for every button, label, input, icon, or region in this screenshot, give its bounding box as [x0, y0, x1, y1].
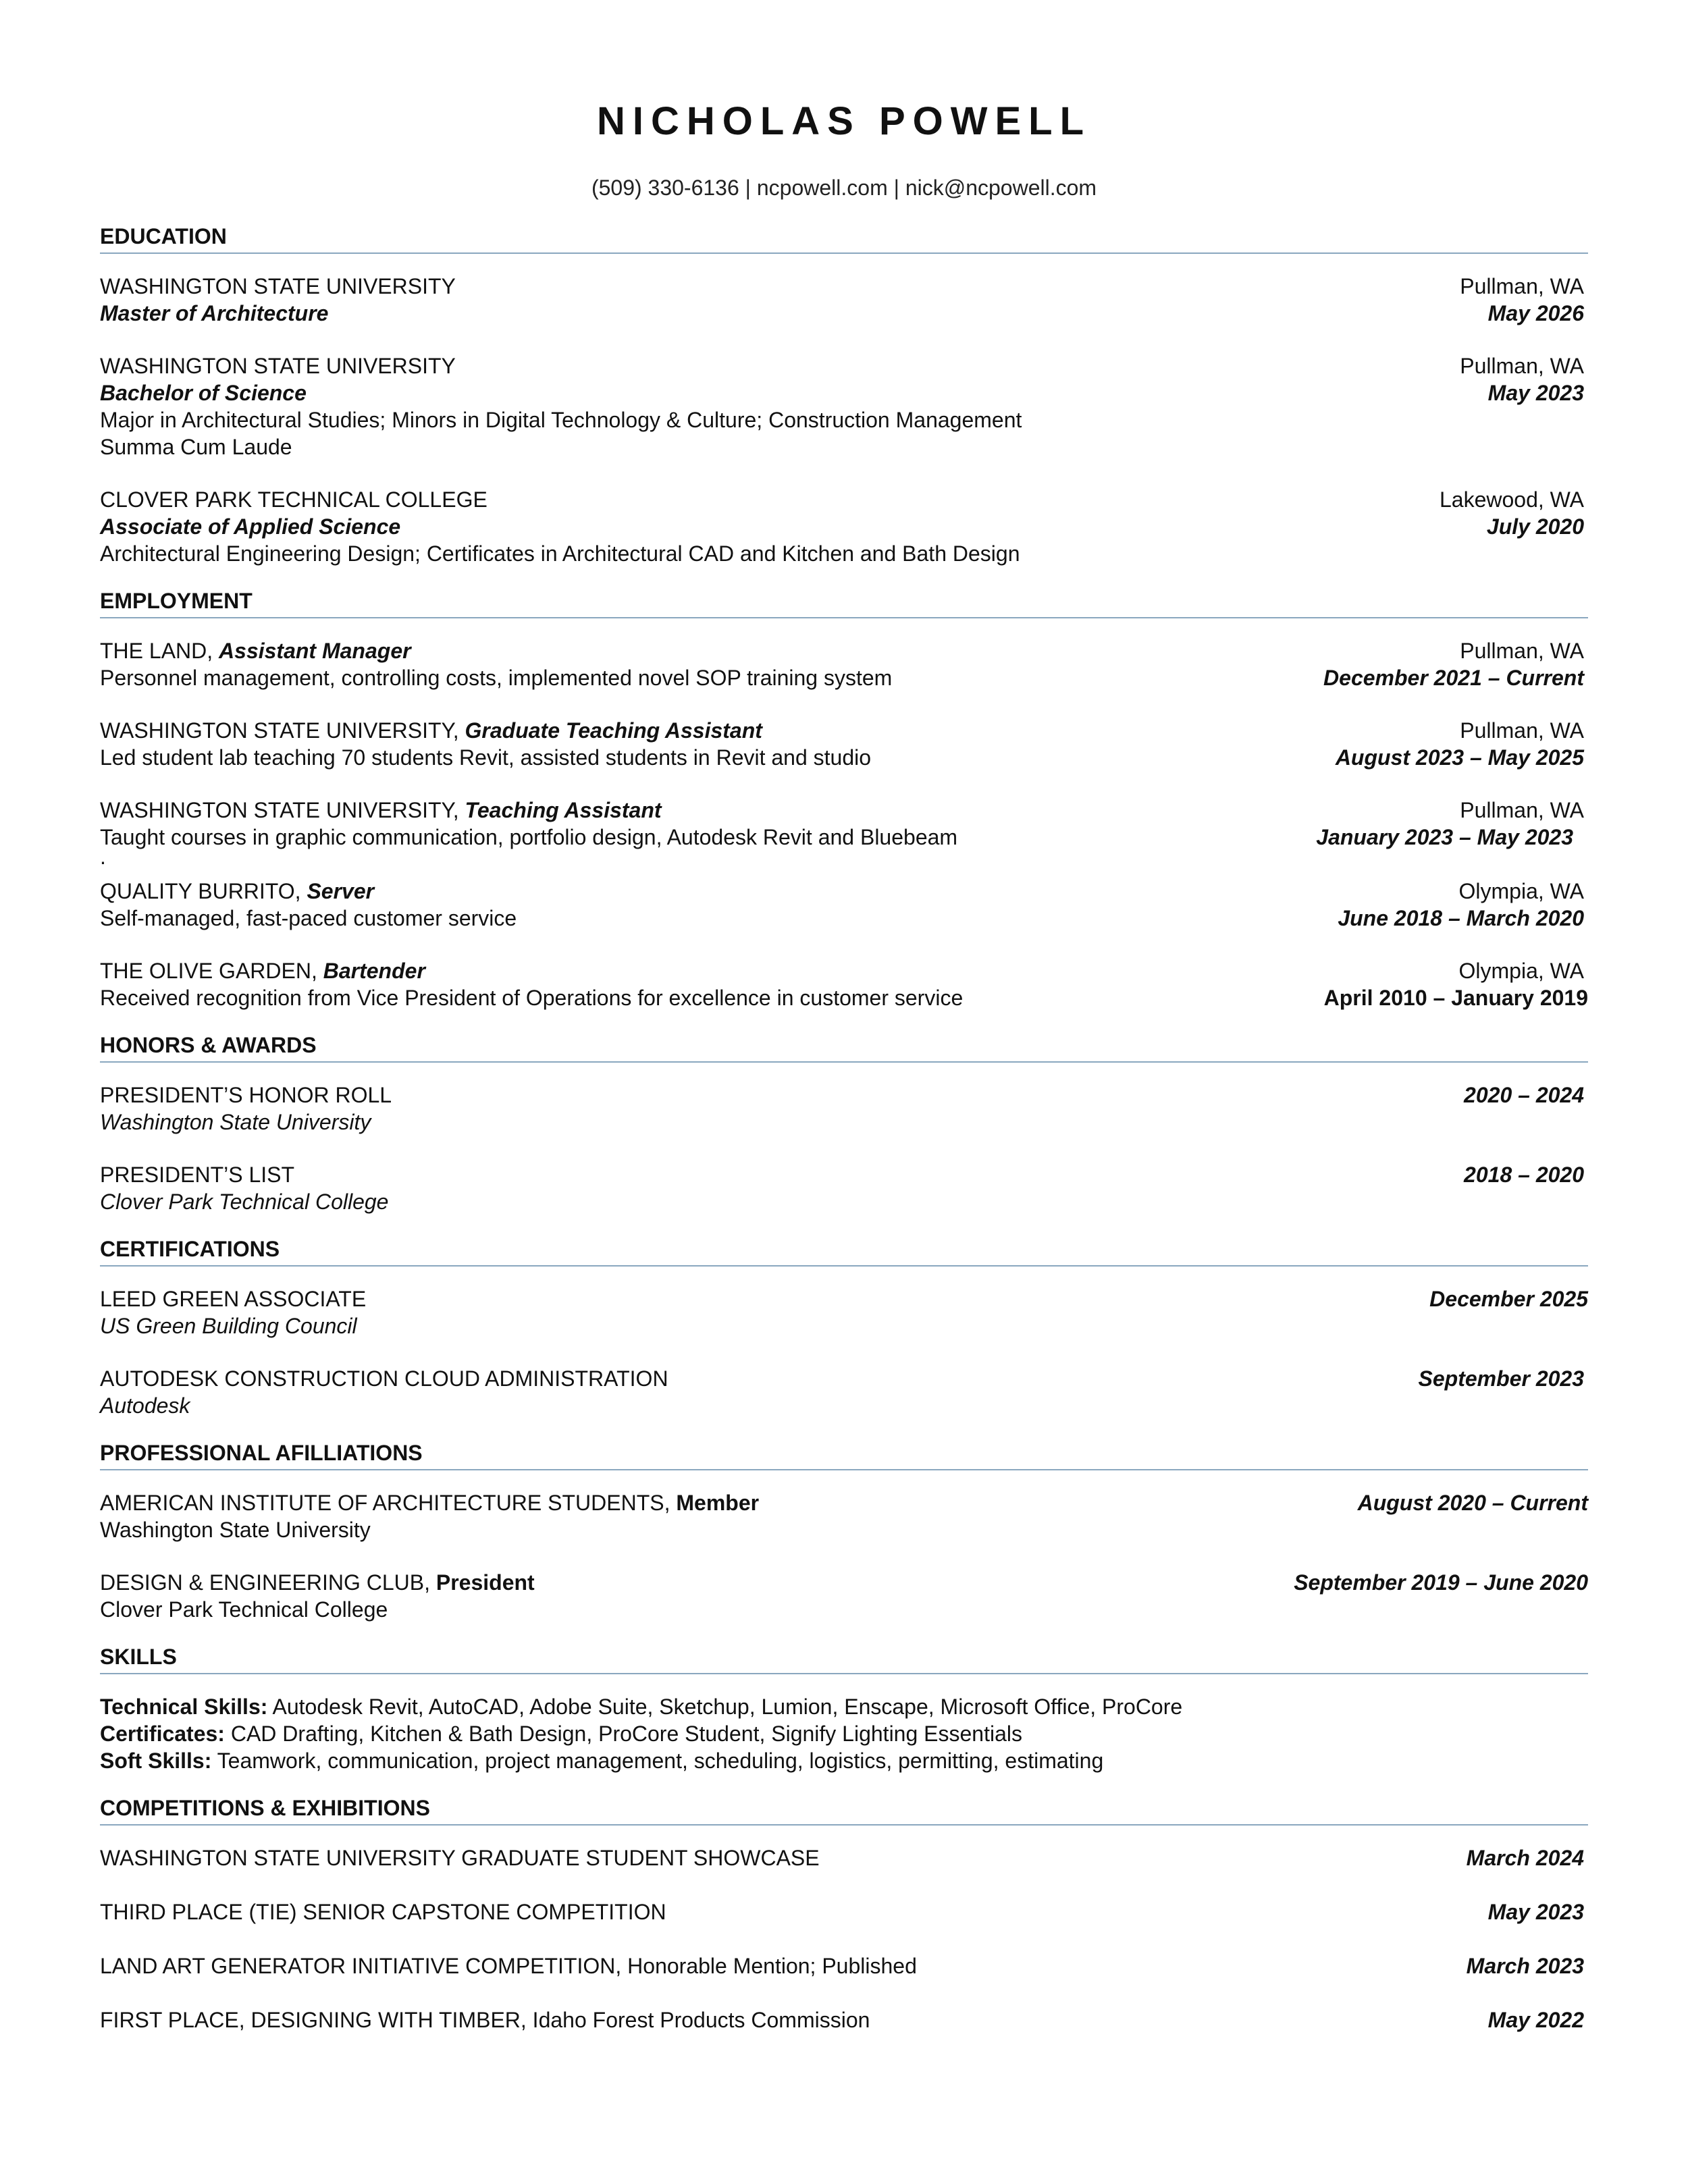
skills-text: CAD Drafting, Kitchen & Bath Design, ProCore Student, Signify Lighting Essentials	[230, 1722, 1022, 1746]
affiliations-section	[100, 1438, 1588, 1623]
degree-detail: Architectural Engineering Design; Certificates in Architectural CAD and Kitchen and Bath Design	[100, 541, 1020, 566]
skills-label: Technical Skills:	[100, 1695, 268, 1719]
skills-label: Soft Skills:	[100, 1749, 212, 1773]
certification-entry	[100, 1285, 1588, 1339]
job-description: Taught courses in graphic communication, portfolio design, Autodesk Revit and Bluebeam	[100, 825, 958, 849]
school-location: Pullman, WA	[1460, 274, 1584, 298]
honor-entry	[100, 1082, 1588, 1136]
competition-name: THIRD PLACE (TIE) SENIOR CAPSTONE COMPETITION	[100, 1900, 666, 1924]
certification-org: Autodesk	[100, 1393, 190, 1418]
job-role: Server	[307, 879, 375, 903]
section-title-skills: SKILLS	[100, 1642, 1588, 1674]
school-location: Lakewood, WA	[1439, 487, 1584, 512]
skills-line-soft	[100, 1747, 1588, 1774]
degree-name: Bachelor of Science	[100, 381, 307, 405]
degree-name: Master of Architecture	[100, 301, 329, 325]
affiliation-institution: Clover Park Technical College	[100, 1597, 388, 1622]
competition-entry	[100, 1952, 1588, 1979]
honor-org: Washington State University	[100, 1110, 371, 1134]
employer-name: WASHINGTON STATE UNIVERSITY,	[100, 718, 459, 743]
affiliation-org: DESIGN & ENGINEERING CLUB,	[100, 1570, 430, 1595]
affiliation-org: AMERICAN INSTITUTE OF ARCHITECTURE STUDENTS,	[100, 1491, 670, 1515]
job-location: Olympia, WA	[1458, 959, 1584, 983]
competition-date: March 2024	[1466, 1846, 1584, 1870]
job-description: Led student lab teaching 70 students Revit, assisted students in Revit and studio	[100, 745, 872, 770]
education-entry	[100, 352, 1588, 460]
affiliation-role: Member	[676, 1491, 760, 1515]
school-name: CLOVER PARK TECHNICAL COLLEGE	[100, 487, 487, 512]
job-entry	[100, 797, 1588, 869]
competition-date: May 2023	[1487, 1900, 1584, 1924]
honor-org: Clover Park Technical College	[100, 1190, 389, 1214]
skills-text: Teamwork, communication, project management, scheduling, logistics, permitting, estimating	[217, 1749, 1104, 1773]
job-dates: April 2010 – January 2019	[1323, 986, 1588, 1010]
degree-date: May 2026	[1487, 301, 1584, 325]
affiliation-institution: Washington State University	[100, 1518, 371, 1542]
honors-section	[100, 1030, 1588, 1215]
job-location: Pullman, WA	[1460, 639, 1584, 663]
job-dates: January 2023 – May 2023	[1316, 825, 1573, 849]
school-location: Pullman, WA	[1460, 354, 1584, 378]
degree-detail: Major in Architectural Studies; Minors in Digital Technology & Culture; Construction Management	[100, 408, 1022, 432]
skills-label: Certificates:	[100, 1722, 225, 1746]
competition-entry	[100, 2006, 1588, 2033]
job-location: Olympia, WA	[1458, 879, 1584, 903]
job-dates: December 2021 – Current	[1323, 666, 1584, 690]
job-description: Self-managed, fast-paced customer service	[100, 906, 517, 930]
honor-entry	[100, 1161, 1588, 1215]
affiliation-entry	[100, 1489, 1588, 1543]
employer-name: THE LAND,	[100, 639, 213, 663]
skills-text: Autodesk Revit, AutoCAD, Adobe Suite, Sketchup, Lumion, Enscape, Microsoft Office, ProCore	[272, 1695, 1183, 1719]
employer-name: WASHINGTON STATE UNIVERSITY,	[100, 798, 459, 822]
education-entry	[100, 273, 1588, 327]
certification-entry	[100, 1365, 1588, 1419]
competition-entry	[100, 1844, 1588, 1871]
degree-date: May 2023	[1487, 381, 1584, 405]
affiliation-entry	[100, 1569, 1588, 1623]
employment-section	[100, 586, 1588, 1011]
certification-name: LEED GREEN ASSOCIATE	[100, 1287, 367, 1311]
section-title-education: EDUCATION	[100, 221, 1588, 254]
section-title-honors: HONORS & AWARDS	[100, 1030, 1588, 1063]
competitions-section	[100, 1793, 1588, 2033]
section-title-certifications: CERTIFICATIONS	[100, 1234, 1588, 1267]
school-name: WASHINGTON STATE UNIVERSITY	[100, 274, 456, 298]
school-name: WASHINGTON STATE UNIVERSITY	[100, 354, 456, 378]
degree-honor: Summa Cum Laude	[100, 435, 292, 459]
degree-date: July 2020	[1486, 514, 1584, 539]
job-entry	[100, 717, 1588, 771]
skills-line-certificates	[100, 1720, 1588, 1747]
job-entry	[100, 637, 1588, 691]
job-description: Personnel management, controlling costs, implemented novel SOP training system	[100, 666, 893, 690]
job-dates: June 2018 – March 2020	[1338, 906, 1584, 930]
certification-name: AUTODESK CONSTRUCTION CLOUD ADMINISTRATION	[100, 1366, 668, 1391]
job-description: Received recognition from Vice President of Operations for excellence in customer service	[100, 986, 964, 1010]
stray-period: .	[100, 845, 106, 869]
section-title-competitions: COMPETITIONS & EXHIBITIONS	[100, 1793, 1588, 1826]
job-location: Pullman, WA	[1460, 798, 1584, 822]
job-role: Assistant Manager	[219, 639, 411, 663]
employer-name: QUALITY BURRITO,	[100, 879, 301, 903]
section-title-affiliations: PROFESSIONAL AFILLIATIONS	[100, 1438, 1588, 1470]
competition-date: May 2022	[1487, 2008, 1584, 2032]
job-entry	[100, 878, 1588, 932]
skills-section	[100, 1642, 1588, 1774]
employer-name: THE OLIVE GARDEN,	[100, 959, 317, 983]
competition-name: WASHINGTON STATE UNIVERSITY GRADUATE STUDENT SHOWCASE	[100, 1846, 820, 1870]
job-dates: August 2023 – May 2025	[1335, 745, 1584, 770]
job-entry	[100, 957, 1588, 1011]
affiliation-role: President	[436, 1570, 535, 1595]
job-role: Bartender	[323, 959, 425, 983]
certification-org: US Green Building Council	[100, 1314, 357, 1338]
competition-name: FIRST PLACE, DESIGNING WITH TIMBER, Idaho Forest Products Commission	[100, 2008, 870, 2032]
honor-name: PRESIDENT’S HONOR ROLL	[100, 1083, 392, 1107]
candidate-name: NICHOLAS POWELL	[596, 99, 1092, 143]
competition-date: March 2023	[1466, 1954, 1584, 1978]
certification-date: September 2023	[1418, 1366, 1584, 1391]
certification-date: December 2025	[1429, 1287, 1588, 1311]
education-entry	[100, 486, 1588, 567]
education-section	[100, 221, 1588, 567]
job-role: Graduate Teaching Assistant	[465, 718, 762, 743]
affiliation-dates: August 2020 – Current	[1357, 1491, 1588, 1515]
competition-entry	[100, 1898, 1588, 1925]
honor-dates: 2018 – 2020	[1464, 1163, 1584, 1187]
degree-name: Associate of Applied Science	[100, 514, 401, 539]
section-title-employment: EMPLOYMENT	[100, 586, 1588, 618]
contact-line: (509) 330-6136 | ncpowell.com | nick@ncpowell.com	[591, 176, 1097, 200]
affiliation-dates: September 2019 – June 2020	[1294, 1570, 1588, 1595]
honor-dates: 2020 – 2024	[1464, 1083, 1584, 1107]
competition-name: LAND ART GENERATOR INITIATIVE COMPETITION, Honorable Mention; Published	[100, 1954, 917, 1978]
job-role: Teaching Assistant	[465, 798, 662, 822]
job-location: Pullman, WA	[1460, 718, 1584, 743]
certifications-section	[100, 1234, 1588, 1419]
skills-line-technical	[100, 1693, 1588, 1720]
honor-name: PRESIDENT’S LIST	[100, 1163, 295, 1187]
